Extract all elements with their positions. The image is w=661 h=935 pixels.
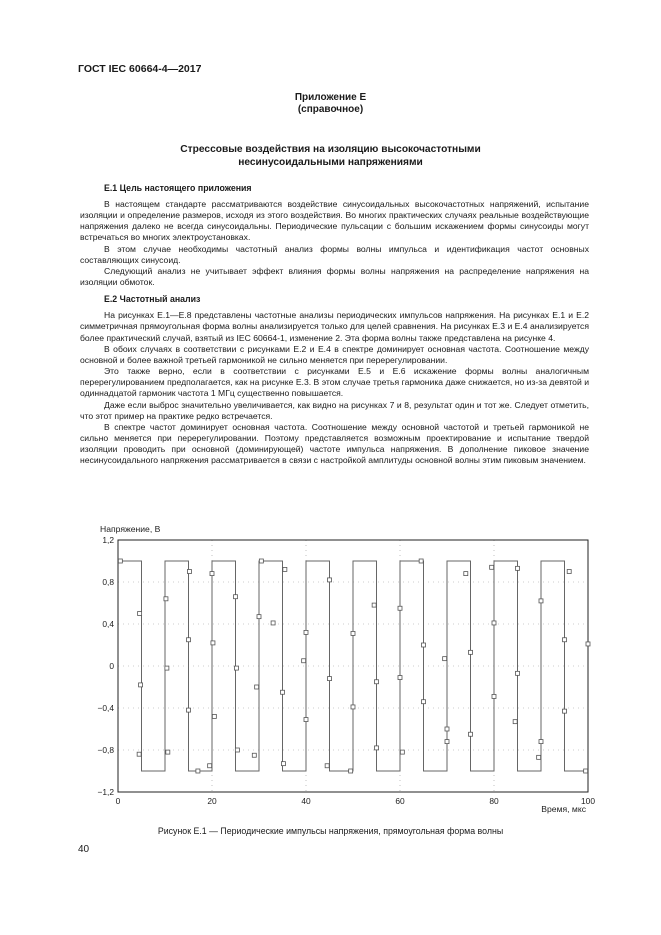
data-point [328,578,332,582]
data-point [235,748,239,752]
data-point [302,659,306,663]
data-point [586,642,590,646]
data-point [118,559,122,563]
y-tick-label: 1,2 [102,535,114,545]
data-point [211,641,215,645]
data-point [516,566,520,570]
paragraph: В спектре частот доминирует основная частота. Соотношение между основной частотой и третьей гармоникой не сильно меняется при перерегулировании. Поэтому представляется возможным проектирование и испытание твердой изоляции проводить при основной (доминирующей) частоте импульса напряжения. В дополнение пиковое значение несинусоидального напряжения рассматривается в связи с настройкой амплитуды основной волны этим пиковым значением. [80,421,589,466]
figure-caption: Рисунок Е.1 — Периодические импульсы напряжения, прямоугольная форма волны [157,826,504,836]
data-point [419,559,423,563]
data-point [490,565,494,569]
data-point [196,769,200,773]
data-point [255,685,259,689]
data-point [166,750,170,754]
data-point [349,769,353,773]
data-point [304,718,308,722]
data-point [165,666,169,670]
x-tick-labels [116,796,596,806]
y-tick-label: 0,8 [102,577,114,587]
section-heading-2: Е.2 Частотный анализ [104,294,201,305]
section-heading-1: Е.1 Цель настоящего приложения [104,183,252,193]
data-point [281,762,285,766]
data-point [138,612,142,616]
data-point [443,657,447,661]
data-point [281,690,285,694]
data-point [375,680,379,684]
paragraph: Даже если выброс значительно увеличивается, как видно на рисунках 7 и 8, результат один и тот же. Следует отметить, что этот пример на практике редко встречается. [80,399,589,421]
square-wave-line [118,561,588,771]
data-point [492,621,496,625]
title-line-2: несинусоидальными напряжениями [238,157,423,168]
data-point [422,643,426,647]
data-point [252,753,256,757]
data-point [212,714,216,718]
paragraph: На рисунках Е.1—Е.8 представлены частотные анализы периодических импульсов напряжения. На рисунках Е.1 и Е.2 симметричная прямоугольная форма волны анализируется только для целей сравнения. На рисунках Е.3 и Е.4 анализируется более практический случай, взятый из IEC 60664-1, изменение 2. Эта форма волны также представлена на рисунке 4. [80,310,589,343]
data-point [513,720,517,724]
data-point [469,732,473,736]
x-tick-label: 80 [489,796,499,806]
data-point [208,764,212,768]
voltage-chart [78,520,598,822]
data-point [372,603,376,607]
paragraph: В настоящем стандарте рассматриваются воздействие синусоидальных высокочастотных напряжений, испытание изоляции и определение размеров, исходя из этого воздействия. Во многих практических случаях реальные воздействующие напряжения далеко не всегда синусоидальны. Периодические пульсации с большим искажением формы синусоиды могут встречаться во многих электроустановках. [80,199,589,243]
data-point [563,638,567,642]
body-text [80,182,589,466]
data-point [257,615,261,619]
data-point [567,570,571,574]
data-point [304,630,308,634]
data-point [537,755,541,759]
data-point [375,746,379,750]
annex-subtitle: (справочное) [297,104,364,115]
data-point [584,769,588,773]
data-point [492,694,496,698]
y-tick-label: −0,8 [97,745,114,755]
x-axis-label: Время, мкс [541,804,586,814]
data-point [283,567,287,571]
data-point [351,705,355,709]
x-tick-label: 20 [207,796,217,806]
y-tick-label: 0 [109,661,114,671]
x-tick-label: 100 [581,796,595,806]
title-line-1: Стрессовые воздействия на изоляцию высокочастотными [180,144,481,155]
data-point [563,709,567,713]
data-point [398,676,402,680]
data-point [400,750,404,754]
data-point [469,650,473,654]
data-point [351,631,355,635]
paragraph: В обоих случаях в соответствии с рисунками Е.2 и Е.4 в спектре доминирует основная частота. Соотношение между основной и более важной третьей гармоникой не сильно меняется при перерегулировании. [80,343,589,365]
data-point [164,597,168,601]
x-tick-label: 60 [395,796,405,806]
page-header: ГОСТ IEC 60664-4—2017 [78,63,202,75]
data-point [539,599,543,603]
sample-points [118,559,590,773]
x-tick-label: 0 [115,796,121,806]
data-point [187,708,191,712]
page-number: 40 [78,844,90,855]
data-point [445,740,449,744]
paragraph: В этом случае необходимы частотный анализ формы волны импульса и идентификация частот основных составляющих синусоид. [80,243,589,265]
y-axis-label: Напряжение, В [100,524,161,534]
data-point [137,752,141,756]
y-tick-label: −1,2 [97,787,114,797]
paragraph: Следующий анализ не учитывает эффект влияния формы волны напряжения на распределение напряжения на изоляции обмоток. [80,265,589,288]
data-point [139,683,143,687]
x-tick-label: 40 [301,796,311,806]
data-point [234,595,238,599]
data-point [422,700,426,704]
data-point [464,572,468,576]
annex-heading [0,92,661,116]
data-point [398,606,402,610]
y-tick-label: 0,4 [102,619,114,629]
data-point [516,671,520,675]
section-title [0,143,661,169]
data-point [259,559,263,563]
y-tick-label: −0,4 [97,703,114,713]
paragraph: Это также верно, если в соответствии с рисунками Е.5 и Е.6 искажение формы волны аналогичным перерегулированием предполагается, как на рисунке Е.3. В этом случае третья гармоника даже снижается, но из-за девятой и одиннадцатой гармоник частота 1 МГц существенно повышается. [80,366,589,399]
data-point [187,570,191,574]
data-point [328,677,332,681]
y-tick-labels [97,535,114,797]
data-point [539,740,543,744]
annex-title: Приложение Е [294,92,367,103]
data-point [325,764,329,768]
data-point [445,727,449,731]
data-point [210,572,214,576]
data-point [271,621,275,625]
data-point [234,666,238,670]
data-point [187,638,191,642]
